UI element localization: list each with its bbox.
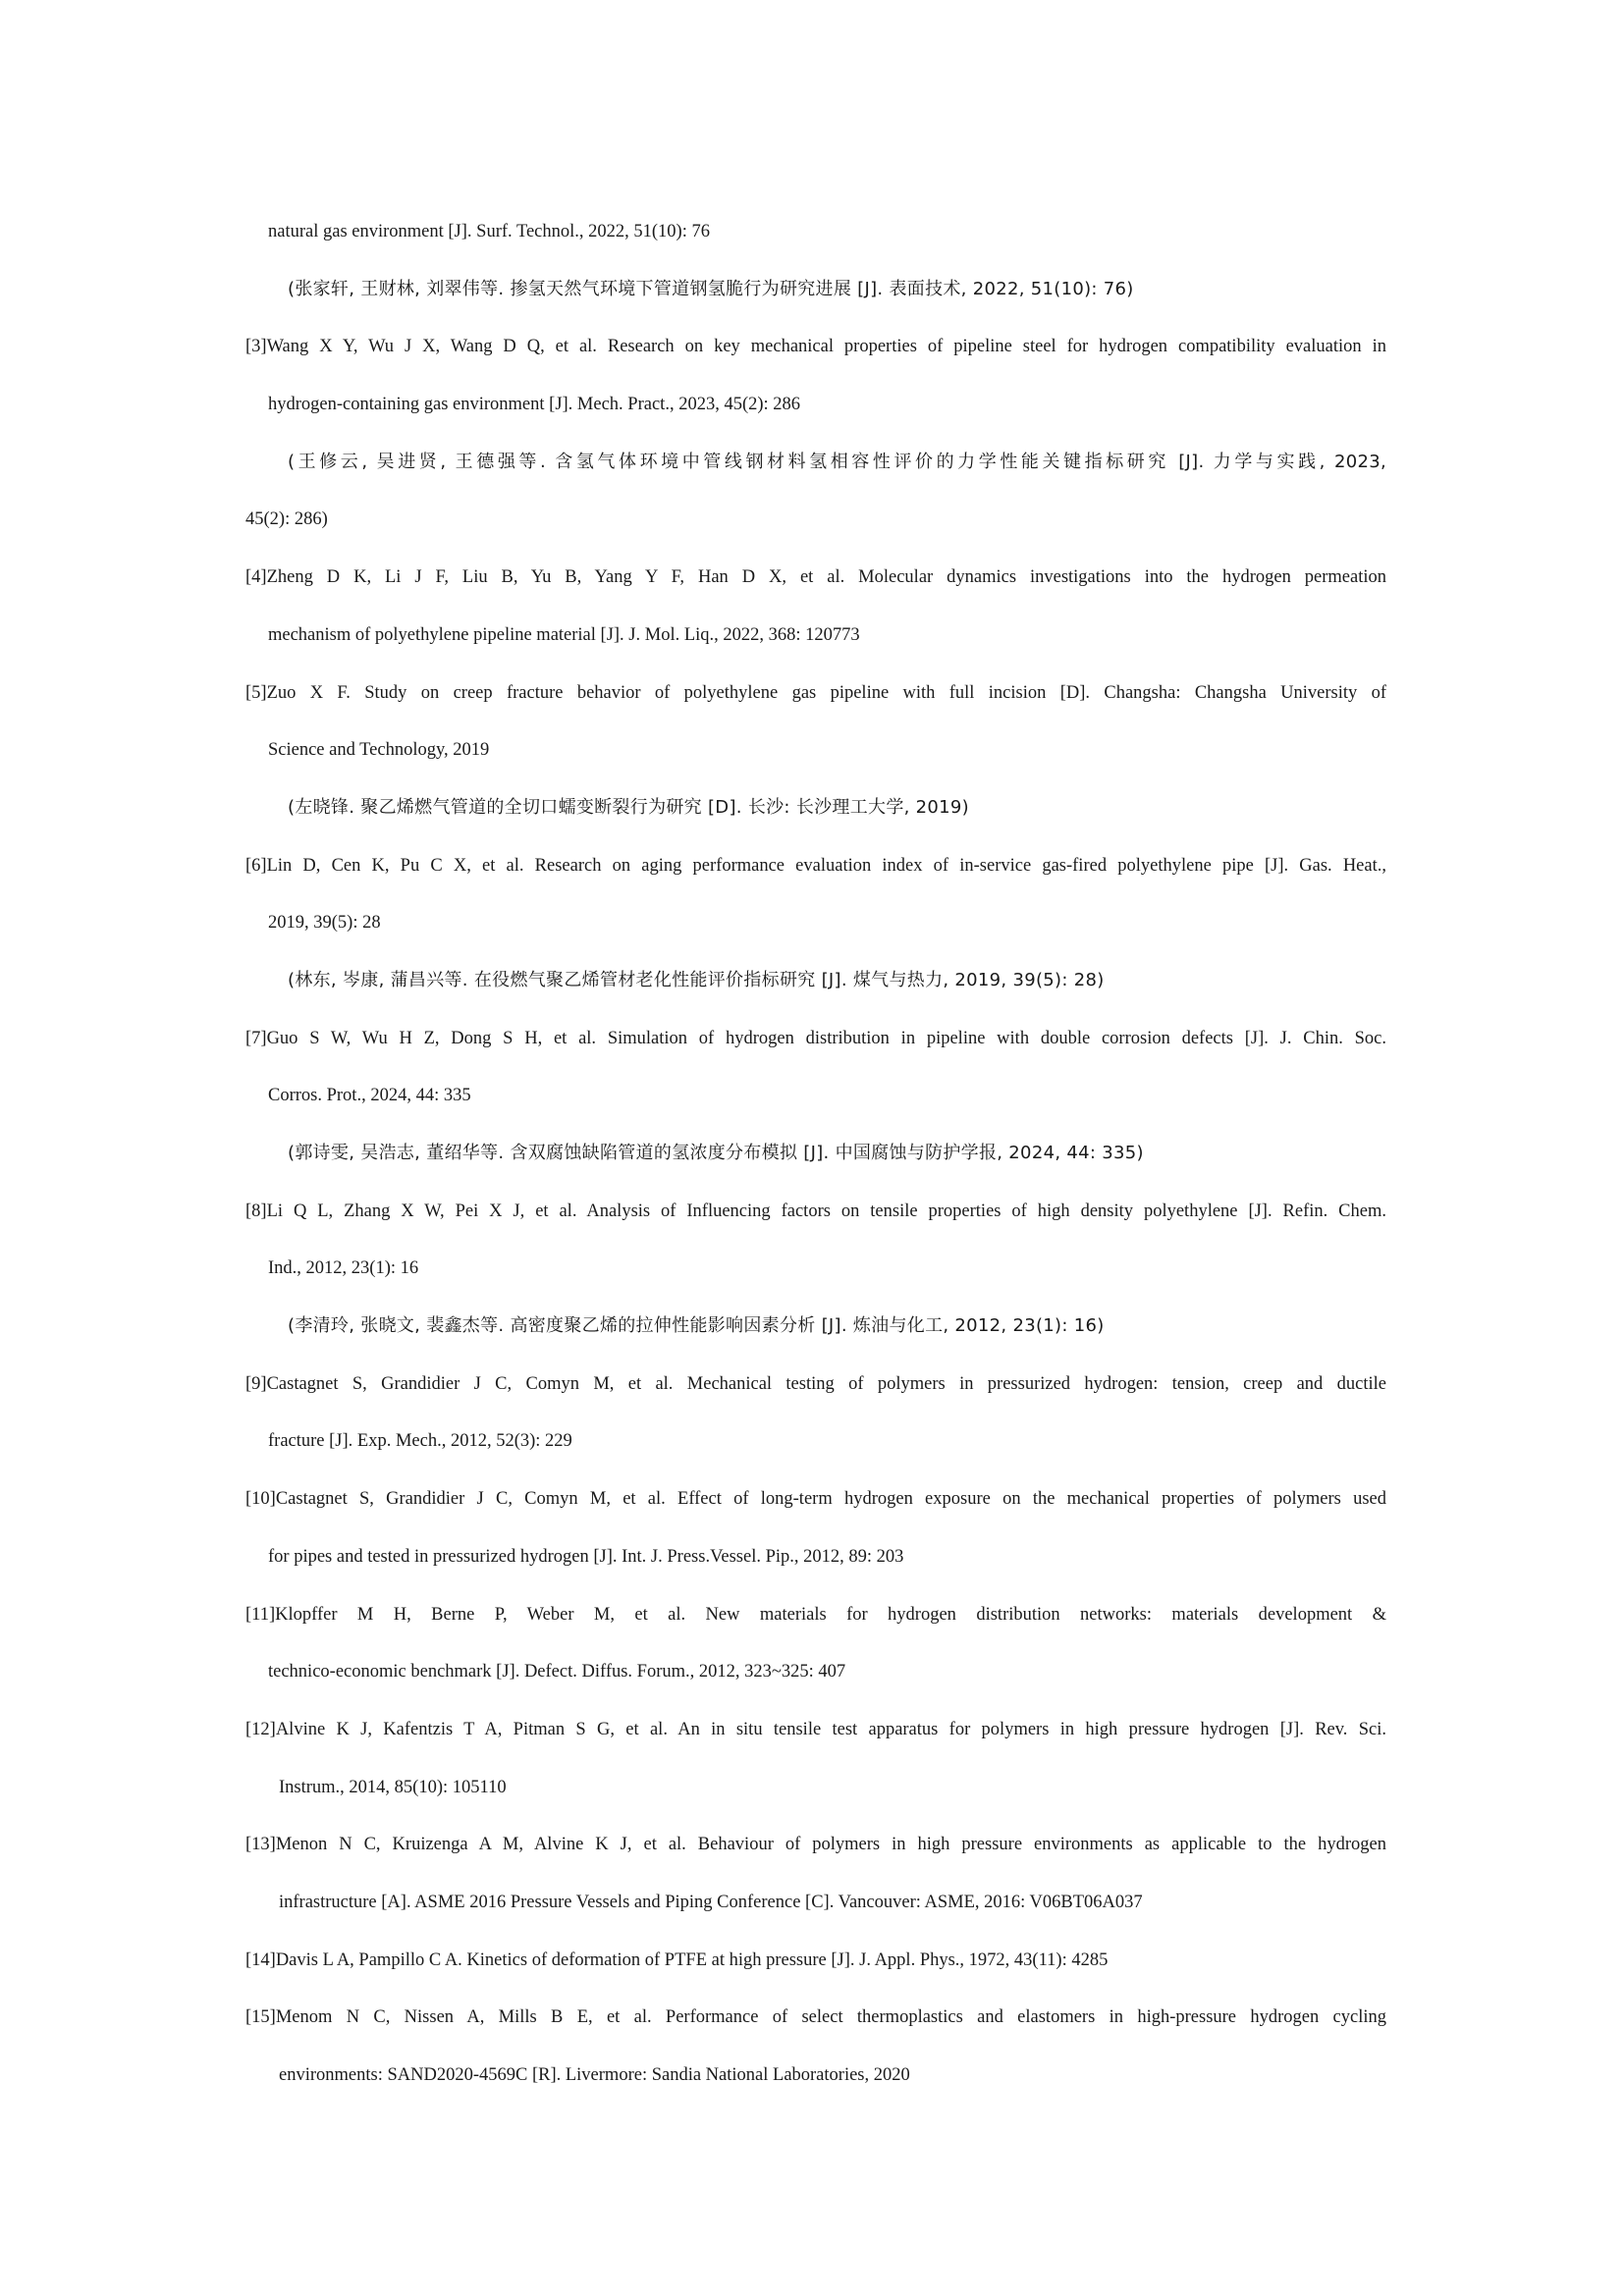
reference-line: [6]Lin D, Cen K, Pu C X, et al. Research on aging performance evaluation index of in-service gas-fired polyethylene pipe [J]. Gas. Heat., [245, 855, 1386, 876]
reference-chinese-line: (李清玲, 张晓文, 裴鑫杰等. 高密度聚乙烯的拉伸性能影响因素分析 [J]. 炼油与化工, 2012, 23(1): 16) [288, 1315, 1105, 1337]
reference-chinese-line: (王修云, 吴进贤, 王德强等. 含氢气体环境中管线钢材料氢相容性评价的力学性能关键指标研究 [J]. 力学与实践, 2023, [288, 451, 1386, 472]
reference-line: [10]Castagnet S, Grandidier J C, Comyn M, et al. Effect of long-term hydrogen exposure on the mechanical properties of polymers used [245, 1489, 1386, 1510]
reference-entry [245, 1603, 1386, 1718]
reference-line: [4]Zheng D K, Li J F, Liu B, Yu B, Yang Y F, Han D X, et al. Molecular dynamics investigations into the hydrogen permeation [245, 567, 1386, 588]
reference-line: [7]Guo S W, Wu H Z, Dong S H, et al. Simulation of hydrogen distribution in pipeline with double corrosion defects [J]. J. Chin. Soc. [245, 1028, 1386, 1048]
reference-line: [9]Castagnet S, Grandidier J C, Comyn M, et al. Mechanical testing of polymers in pressurized hydrogen: tension, creep and ductile [245, 1373, 1386, 1394]
reference-line: for pipes and tested in pressurized hydrogen [J]. Int. J. Press.Vessel. Pip., 2012, 89: 203 [268, 1546, 904, 1567]
reference-line: 45(2): 286) [245, 509, 328, 530]
reference-line: fracture [J]. Exp. Mech., 2012, 52(3): 229 [268, 1431, 572, 1452]
reference-line: 2019, 39(5): 28 [268, 913, 381, 934]
reference-line: [15]Menom N C, Nissen A, Mills B E, et al. Performance of select thermoplastics and elastomers in high-pressure hydrogen cycling [245, 2007, 1386, 2028]
reference-line: [5]Zuo X F. Study on creep fracture behavior of polyethylene gas pipeline with full incision [D]. Changsha: Changsha University of [245, 682, 1386, 703]
reference-entry [245, 1949, 1386, 2006]
reference-line: [13]Menon N C, Kruizenga A M, Alvine K J, et al. Behaviour of polymers in high pressure environments as applicable to the hydrogen [245, 1835, 1386, 1855]
reference-entry [245, 854, 1386, 1027]
reference-entry [245, 335, 1386, 565]
reference-line: Corros. Prot., 2024, 44: 335 [268, 1086, 471, 1106]
reference-line: [14]Davis L A, Pampillo C A. Kinetics of deformation of PTFE at high pressure [J]. J. Appl. Phys., 1972, 43(11): 4285 [245, 1949, 1109, 1970]
reference-chinese-line: (郭诗雯, 吴浩志, 董绍华等. 含双腐蚀缺陷管道的氢浓度分布模拟 [J]. 中国腐蚀与防护学报, 2024, 44: 335) [288, 1143, 1144, 1163]
reference-line: hydrogen-containing gas environment [J]. Mech. Pract., 2023, 45(2): 286 [268, 395, 801, 415]
reference-line: environments: SAND2020-4569C [R]. Livermore: Sandia National Laboratories, 2020 [279, 2065, 910, 2085]
reference-line: [12]Alvine K J, Kafentzis T A, Pitman S G, et al. An in situ tensile test apparatus for polymers in high pressure hydrogen [J]. Rev. Sci. [245, 1719, 1386, 1739]
reference-entry [245, 1372, 1386, 1487]
reference-entry [245, 1487, 1386, 1602]
reference-line: technico-economic benchmark [J]. Defect. Diffus. Forum., 2012, 323~325: 407 [268, 1662, 846, 1682]
reference-chinese-line: (张家轩, 王财林, 刘翠伟等. 掺氢天然气环境下管道钢氢脆行为研究进展 [J]. 表面技术, 2022, 51(10): 76) [288, 278, 1134, 299]
reference-entry [245, 1200, 1386, 1372]
reference-line: mechanism of polyethylene pipeline material [J]. J. Mol. Liq., 2022, 368: 120773 [268, 624, 860, 645]
reference-line: Ind., 2012, 23(1): 16 [268, 1258, 419, 1279]
reference-line: [11]Klopffer M H, Berne P, Weber M, et al. New materials for hydrogen distribution networks: materials development & [245, 1604, 1386, 1625]
reference-entry [245, 1027, 1386, 1200]
reference-line: [3]Wang X Y, Wu J X, Wang D Q, et al. Research on key mechanical properties of pipeline steel for hydrogen compatibility evaluation in [245, 337, 1386, 357]
reference-entry [245, 220, 1386, 335]
reference-line: Instrum., 2014, 85(10): 105110 [279, 1777, 507, 1797]
reference-entry [245, 565, 1386, 680]
reference-entry [245, 1833, 1386, 1948]
reference-line: Science and Technology, 2019 [268, 740, 490, 761]
reference-entry [245, 681, 1386, 854]
reference-chinese-line: (左晓锋. 聚乙烯燃气管道的全切口蠕变断裂行为研究 [D]. 长沙: 长沙理工大学, 2019) [288, 796, 969, 818]
reference-list [245, 220, 1386, 2121]
reference-entry [245, 1718, 1386, 1833]
reference-entry [245, 2005, 1386, 2120]
reference-line: natural gas environment [J]. Surf. Technol., 2022, 51(10): 76 [268, 222, 710, 241]
reference-line: infrastructure [A]. ASME 2016 Pressure Vessels and Piping Conference [C]. Vancouver: ASME, 2016: V06BT06A037 [279, 1892, 1143, 1912]
reference-line: [8]Li Q L, Zhang X W, Pei X J, et al. Analysis of Influencing factors on tensile properties of high density polyethylene [J]. Refin. Chem. [245, 1201, 1386, 1221]
reference-chinese-line: (林东, 岑康, 蒲昌兴等. 在役燃气聚乙烯管材老化性能评价指标研究 [J]. 煤气与热力, 2019, 39(5): 28) [288, 969, 1105, 990]
